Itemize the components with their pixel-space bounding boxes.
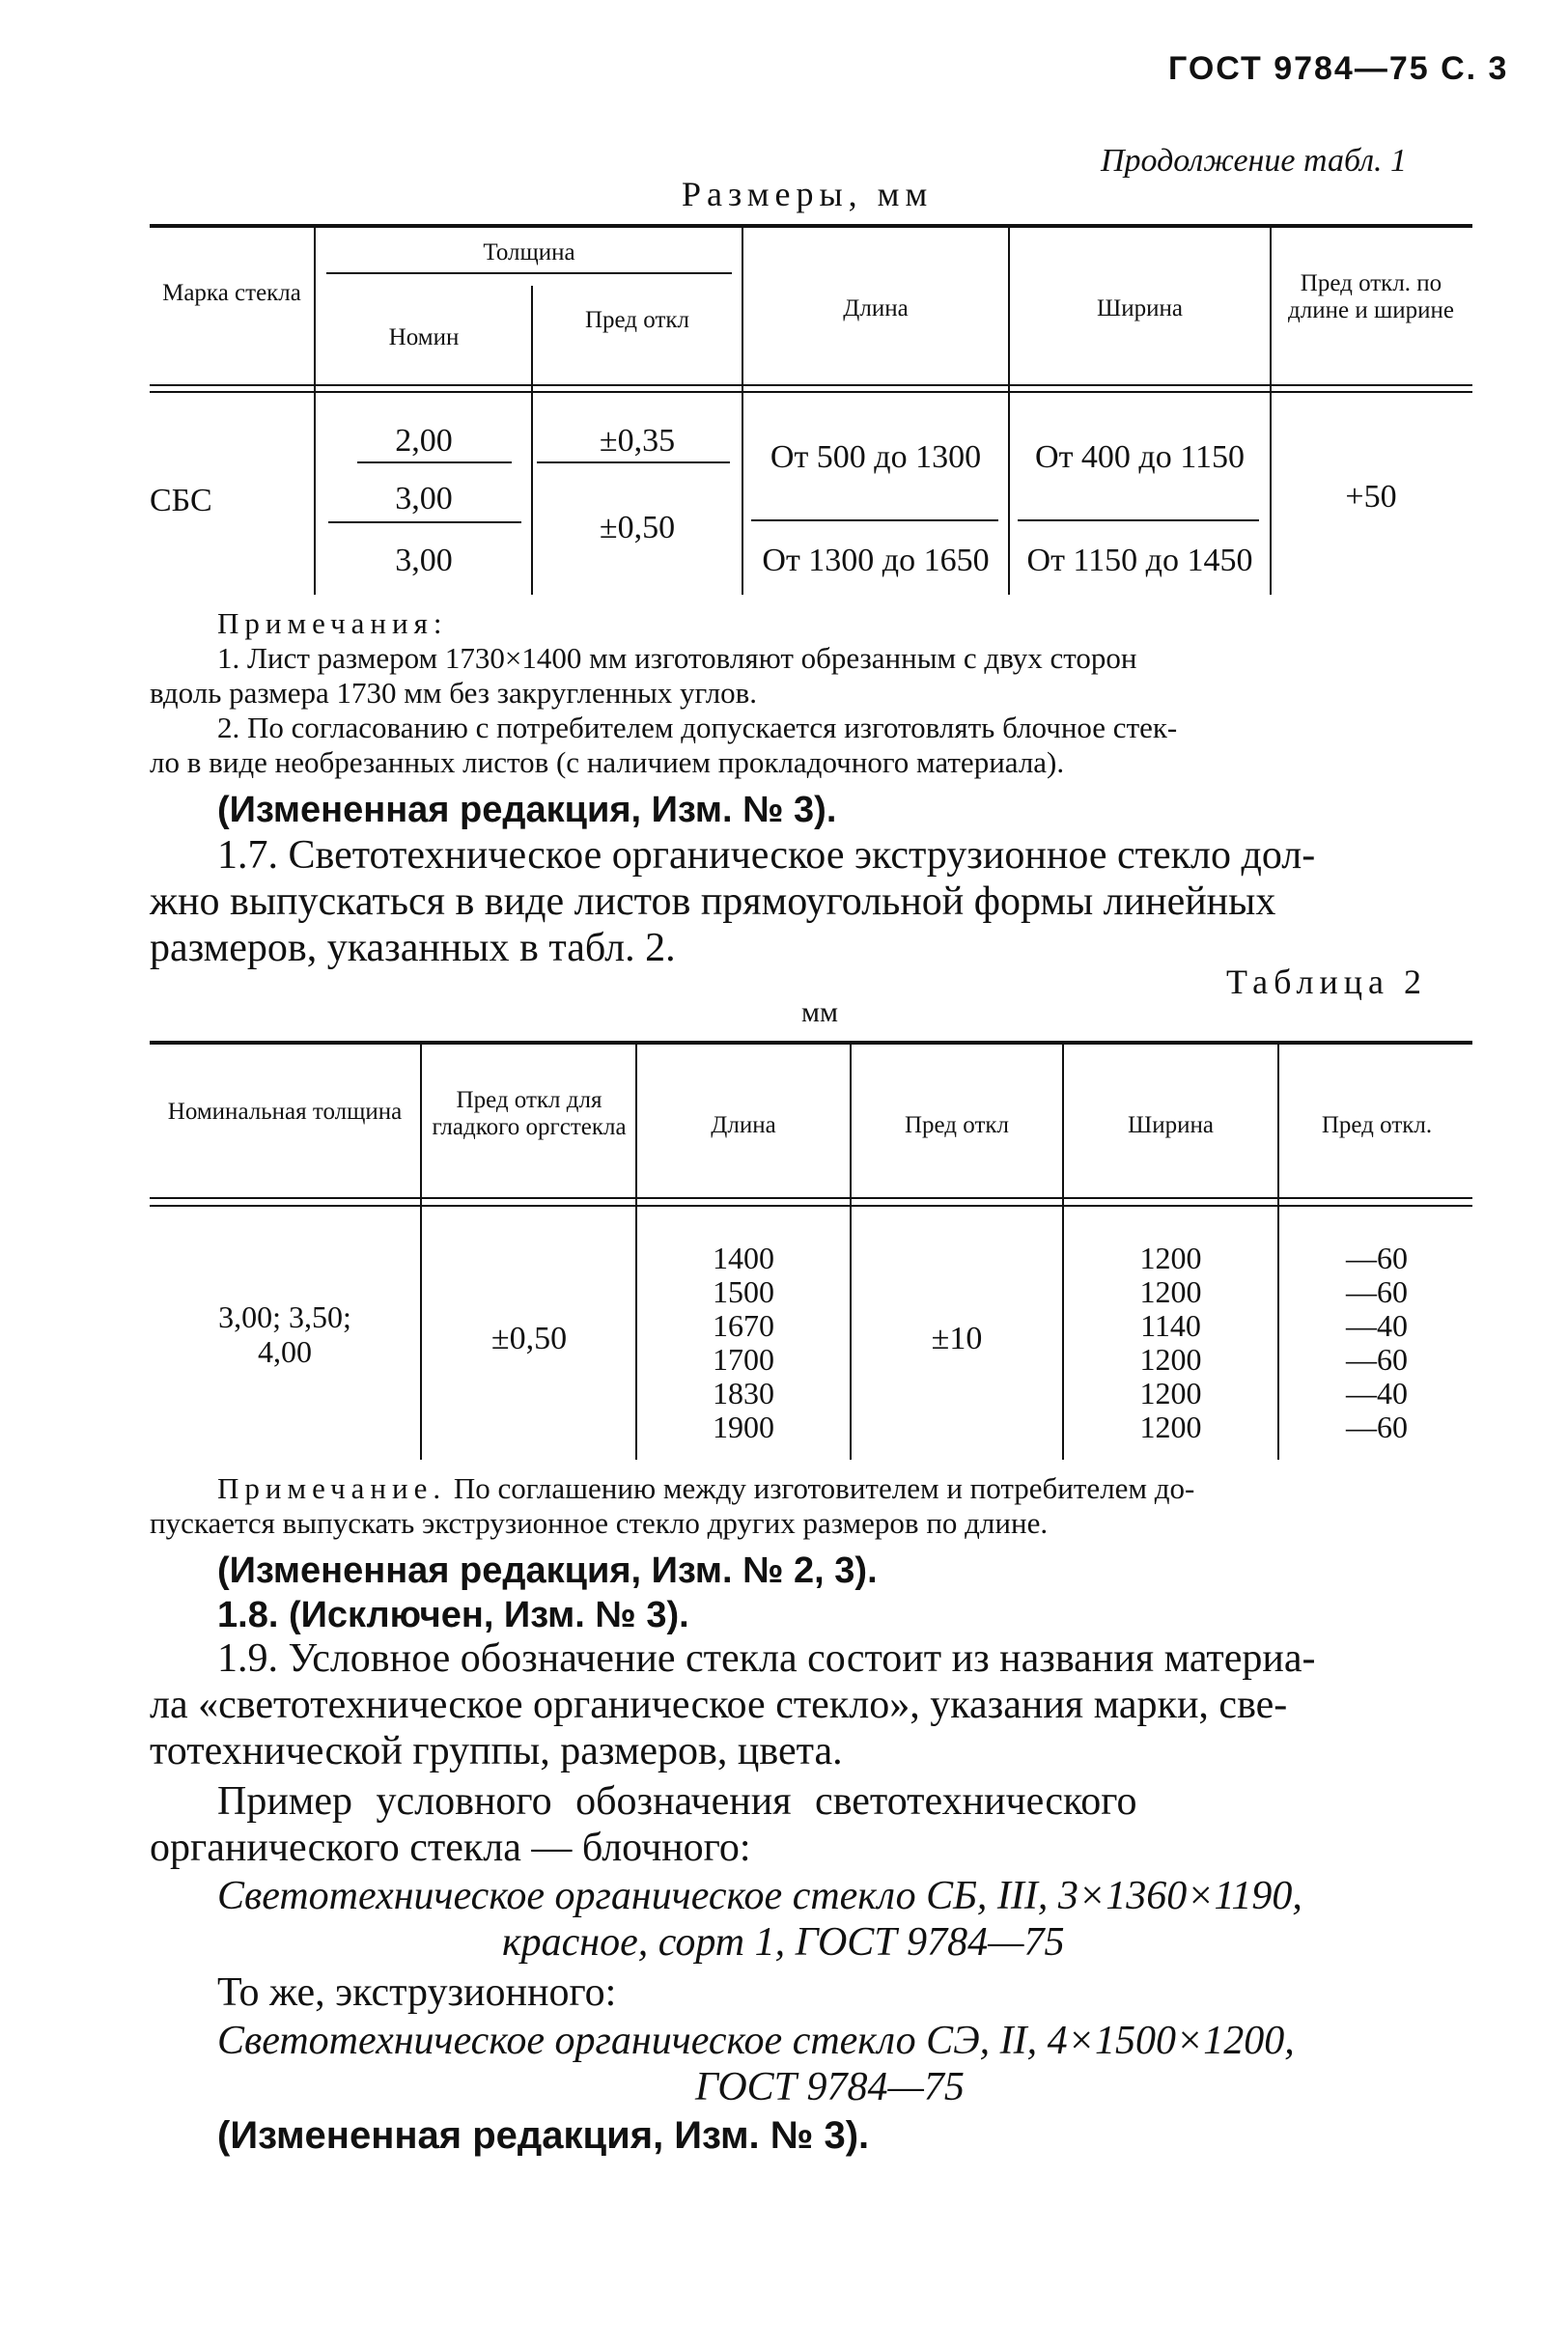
table2-length-value: 1700 bbox=[713, 1342, 774, 1377]
table1-thickness-subrule bbox=[326, 272, 732, 274]
table2-length-tolerance: ±10 bbox=[931, 1321, 983, 1356]
table2-header-width: Ширина bbox=[1128, 1112, 1214, 1138]
table2-length-value: 1670 bbox=[713, 1308, 774, 1343]
table2-width-value: 1200 bbox=[1139, 1241, 1202, 1275]
table2-vline bbox=[850, 1045, 852, 1460]
note-text: вдоль размера 1730 мм без закругленных углов. bbox=[150, 676, 758, 710]
table2-thickness bbox=[154, 1299, 415, 1369]
paragraph-1-9: ла «светотехническое органическое стекло», указания марки, све- bbox=[150, 1683, 1288, 1727]
table1-header-length-width-tolerance: Пред откл. по длине и ширине bbox=[1288, 270, 1454, 323]
table1-row-rule bbox=[357, 461, 512, 463]
table2-width-tolerance-value: —40 bbox=[1346, 1308, 1408, 1343]
example-designation: Светотехническое органическое стекло СБ, III, 3×1360×1190, bbox=[217, 1874, 1302, 1918]
table1-length-width-tolerance: +50 bbox=[1345, 479, 1397, 515]
table2-header-width-tolerance: Пред откл. bbox=[1321, 1112, 1433, 1138]
example-designation: красное, сорт 1, ГОСТ 9784—75 bbox=[502, 1920, 1065, 1965]
table1-tolerance: ±0,50 bbox=[599, 510, 676, 545]
table2-header-length: Длина bbox=[711, 1112, 776, 1138]
notes-title: Примечания: bbox=[217, 606, 448, 640]
paragraph-1-8: 1.8. (Исключен, Изм. № 3). bbox=[217, 1595, 689, 1635]
table2-header-tolerance: Пред откл для гладкого оргстекла bbox=[432, 1087, 627, 1140]
table1-head-rule-b bbox=[150, 391, 1472, 393]
table2-note-text: По соглашению между изготовителем и потребителем до- bbox=[453, 1471, 1195, 1505]
table2-vline bbox=[1062, 1045, 1064, 1460]
amendment-note: (Измененная редакция, Изм. № 3). bbox=[217, 2114, 870, 2157]
table1-grade: СБС bbox=[150, 483, 212, 518]
table2-top-rule bbox=[150, 1041, 1472, 1045]
table2-note-label: Примечание. bbox=[217, 1471, 447, 1505]
paragraph-1-9: 1.9. Условное обозначение стекла состоит из названия материа- bbox=[217, 1636, 1316, 1681]
table2-length-value: 1400 bbox=[713, 1241, 774, 1275]
paragraph-1-7: размеров, указанных в табл. 2. bbox=[150, 926, 676, 970]
table2-title: Таблица 2 bbox=[1226, 963, 1427, 1001]
note-text: 2. По согласованию с потребителем допускается изготовлять блочное стек- bbox=[217, 711, 1178, 744]
table1-nominal: 2,00 bbox=[395, 423, 453, 459]
table2-header-length-tolerance: Пред откл bbox=[904, 1112, 1009, 1138]
table2-vline bbox=[635, 1045, 637, 1460]
table1-header-width: Ширина bbox=[1097, 295, 1183, 321]
table2-width-tolerance-value: —60 bbox=[1346, 1241, 1408, 1275]
table2-thickness-line: 4,00 bbox=[258, 1334, 312, 1369]
table-continuation-label: Продолжение табл. 1 bbox=[1101, 143, 1408, 179]
table2-width-tolerance-value: —60 bbox=[1346, 1342, 1408, 1377]
example-designation: ГОСТ 9784—75 bbox=[695, 2065, 965, 2109]
note-text: 1. Лист размером 1730×1400 мм изготовляют обрезанным с двух сторон bbox=[217, 641, 1137, 675]
paragraph-1-7: жно выпускаться в виде листов прямоугольной формы линейных bbox=[150, 879, 1276, 924]
example-designation: Светотехническое органическое стекло СЭ, II, 4×1500×1200, bbox=[217, 2019, 1295, 2063]
table2-length-value: 1500 bbox=[713, 1274, 774, 1309]
table2-width-tolerance-value: —40 bbox=[1346, 1376, 1408, 1410]
table1-row-rule bbox=[751, 519, 998, 521]
table2-unit: мм bbox=[801, 996, 838, 1028]
table2-note-text: пускается выпускать экструзионное стекло других размеров по длине. bbox=[150, 1506, 1049, 1540]
amendment-note: (Измененная редакция, Изм. № 3). bbox=[217, 790, 837, 830]
table1-head-rule-a bbox=[150, 384, 1472, 386]
table1-width-range: От 1150 до 1450 bbox=[1026, 543, 1253, 578]
example-text: То же, экструзионного: bbox=[217, 1970, 617, 2015]
table1-nominal: 3,00 bbox=[395, 481, 453, 516]
table2-width-value: 1200 bbox=[1139, 1376, 1202, 1410]
table1-nominal: 3,00 bbox=[395, 543, 453, 578]
example-heading: Пример условного обозначения светотехнического bbox=[217, 1779, 1137, 1824]
table2-length-value: 1900 bbox=[713, 1410, 774, 1444]
table2-head-rule-a bbox=[150, 1197, 1472, 1199]
table2-thickness-line: 3,00; 3,50; bbox=[218, 1299, 351, 1334]
table2-widths bbox=[1066, 1242, 1275, 1444]
table1-tolerance: ±0,35 bbox=[599, 423, 676, 459]
table2-width-value: 1200 bbox=[1139, 1342, 1202, 1377]
table1-header-nominal: Номин bbox=[388, 324, 460, 350]
table2-head-rule-b bbox=[150, 1205, 1472, 1207]
table1-vline bbox=[1270, 228, 1272, 595]
table2-width-tolerances bbox=[1281, 1242, 1472, 1444]
note-text: ло в виде необрезанных листов (с наличием прокладочного материала). bbox=[150, 745, 1065, 779]
table1-header-thickness: Толщина bbox=[483, 239, 575, 265]
table2-lengths bbox=[639, 1242, 848, 1444]
table1-row-rule bbox=[1018, 519, 1259, 521]
table1-vline bbox=[314, 228, 316, 595]
table2-tolerance: ±0,50 bbox=[490, 1321, 568, 1356]
table1-row-rule bbox=[537, 461, 730, 463]
table2-width-value: 1200 bbox=[1139, 1274, 1202, 1309]
running-head: ГОСТ 9784—75 С. 3 bbox=[1168, 50, 1509, 87]
table2-note bbox=[217, 1471, 1194, 1506]
table1-vline bbox=[742, 228, 743, 595]
table2-header-nominal-thickness: Номинальная толщина bbox=[167, 1099, 403, 1125]
table2-vline bbox=[1277, 1045, 1279, 1460]
table1-length-range: От 1300 до 1650 bbox=[762, 543, 990, 578]
table1-unit-caption: Размеры, мм bbox=[682, 175, 934, 213]
paragraph-1-7: 1.7. Светотехническое органическое экструзионное стекло дол- bbox=[217, 833, 1316, 878]
paragraph-1-9: тотехнической группы, размеров, цвета. bbox=[150, 1729, 843, 1773]
table1-vline bbox=[1008, 228, 1010, 595]
table2-width-tolerance-value: —60 bbox=[1346, 1274, 1408, 1309]
table2-width-value: 1200 bbox=[1139, 1410, 1202, 1444]
table2-width-value: 1140 bbox=[1140, 1308, 1201, 1343]
amendment-note: (Измененная редакция, Изм. № 2, 3). bbox=[217, 1550, 878, 1591]
table1-row-rule bbox=[328, 521, 521, 523]
table1-header-grade: Марка стекла bbox=[162, 280, 301, 306]
table2-width-tolerance-value: —60 bbox=[1346, 1410, 1408, 1444]
table1-width-range: От 400 до 1150 bbox=[1035, 439, 1245, 475]
table1-vline bbox=[531, 286, 533, 595]
table1-header-length: Длина bbox=[843, 295, 909, 321]
table2-length-value: 1830 bbox=[713, 1376, 774, 1410]
table1-top-rule bbox=[150, 224, 1472, 228]
example-text: органического стекла — блочного: bbox=[150, 1826, 751, 1870]
table2-vline bbox=[420, 1045, 422, 1460]
table1-length-range: От 500 до 1300 bbox=[770, 439, 982, 475]
table1-header-tolerance: Пред откл bbox=[584, 307, 689, 333]
